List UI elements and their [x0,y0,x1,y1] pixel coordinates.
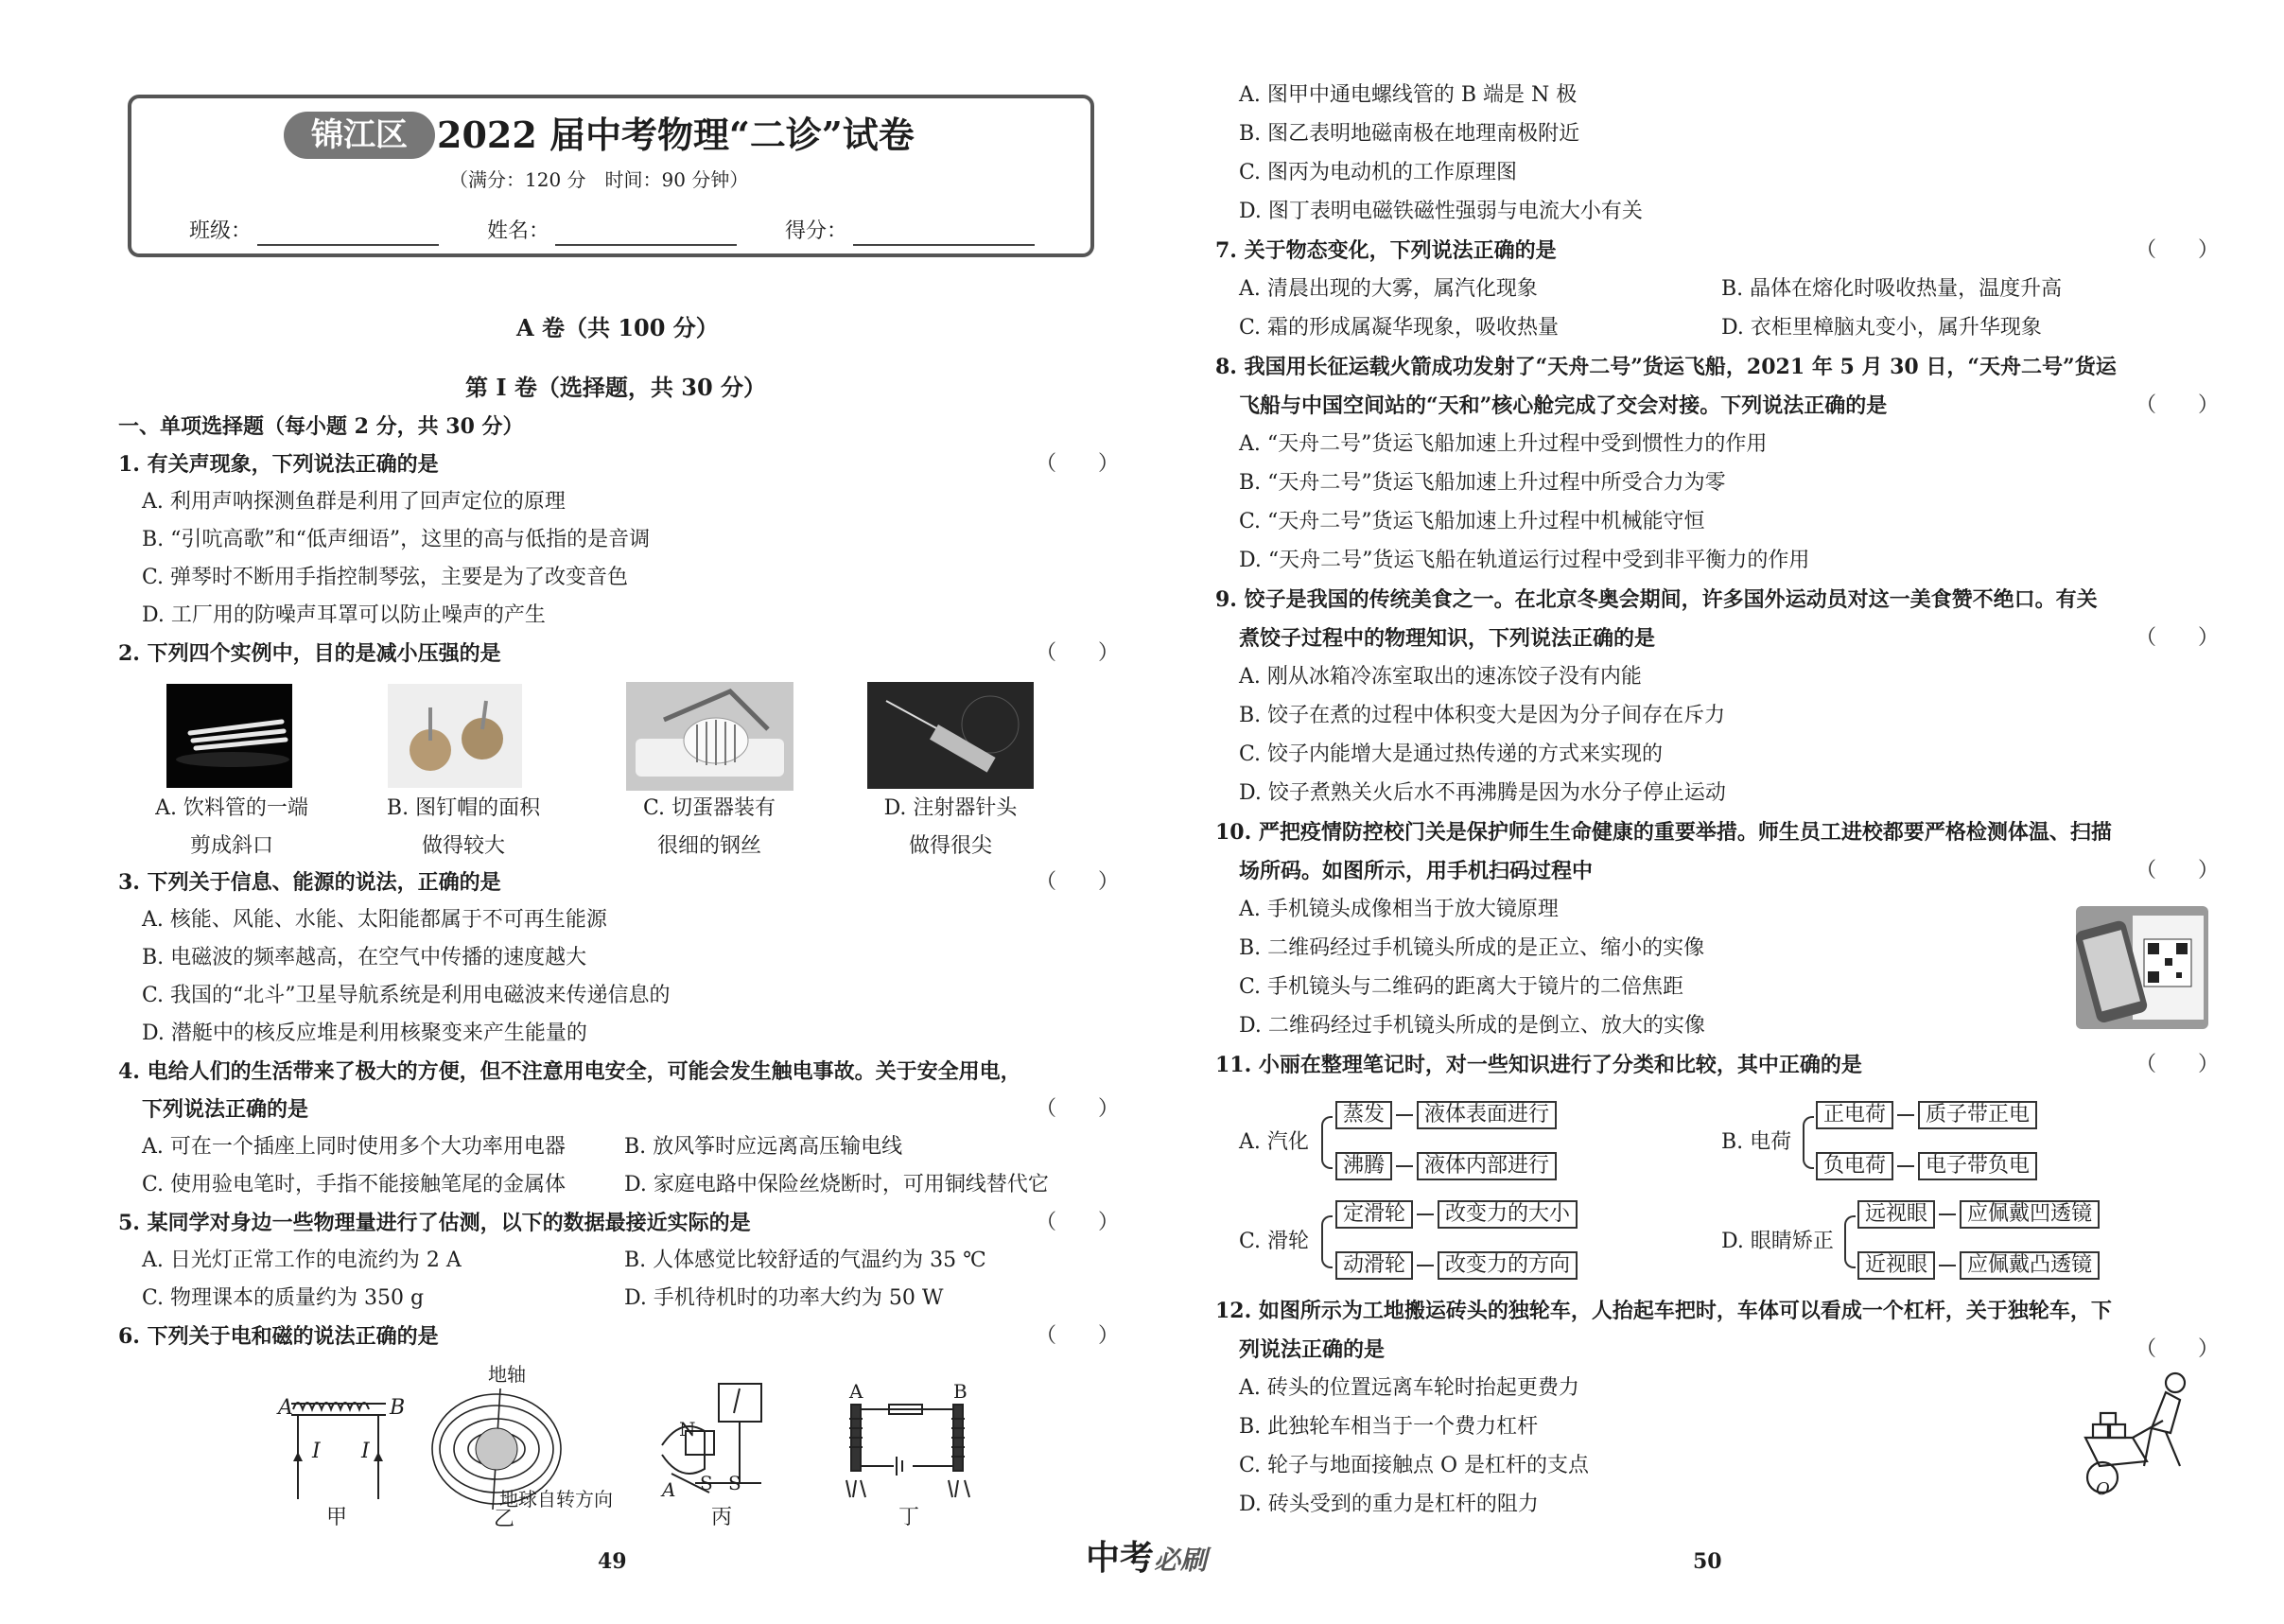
brand-sub: 必刷 [1154,1545,1208,1576]
electromagnet-a-label: A [849,1380,863,1403]
earth-rotation-label: 地球自转方向 [499,1488,613,1510]
class-label: 班级： [189,219,253,243]
q8-option-d: D. “天舟二号”货运飞船在轨道运行过程中受到非平衡力的作用 [1239,549,1810,572]
q6-option-d: D. 图丁表明电磁铁磁性强弱与电流大小有关 [1239,200,1643,223]
electromagnet-figure [842,1390,974,1502]
q10-stem-line2: 场所码。如图所示，用手机扫码过程中 [1239,859,1594,883]
q1-option-a: A. 利用声呐探测鱼群是利用了回声定位的原理 [142,490,566,514]
magnet-s-label-2: S [728,1472,741,1494]
magnet-n-label: N [679,1418,696,1441]
concept-tag: 电子带负电 [1918,1152,2037,1180]
q2-option-d-line2: 做得很尖 [908,834,992,858]
q4-stem-line2: 下列说法正确的是 [142,1097,309,1122]
q1-option-b: B. “引吭高歌”和“低声细语”，这里的高与低指的是音调 [142,528,651,551]
q6-option-a: A. 图甲中通电螺线管的 B 端是 N 极 [1239,83,1578,107]
q9-option-d: D. 饺子煮熟关火后水不再沸腾是因为水分子停止运动 [1239,781,1726,805]
fulcrum-o-label: O [2096,1479,2110,1499]
q2-option-a-line1: A. 饮料管的一端 [155,796,308,820]
q11-answer-blank[interactable]: （ ） [2136,1053,2220,1076]
q6-answer-blank[interactable]: （ ） [1036,1324,1120,1348]
q9-stem-line1: 9. 饺子是我国的传统美食之一。在北京冬奥会期间，许多国外运动员对这一美食赞不绝口。有关 [1215,587,2098,612]
q6-stem: 6. 下列关于电和磁的说法正确的是 [118,1324,439,1349]
q4-option-d: D. 家庭电路中保险丝烧断时，可用铜线替代它 [624,1173,1049,1196]
q3-option-d: D. 潜艇中的核反应堆是利用核聚变来产生能量的 [142,1022,587,1045]
concept-tag: 蒸发 [1335,1101,1392,1129]
q2-option-b-line1: B. 图钉帽的面积 [386,796,541,820]
q11-option-c-row2 [1335,1251,1578,1280]
q4-option-c: C. 使用验电笔时，手指不能接触笔尾的金属体 [142,1173,567,1196]
q1-answer-blank[interactable]: （ ） [1036,452,1120,476]
concept-tag: 定滑轮 [1335,1200,1413,1229]
brand-logo [1086,1538,1207,1581]
q10-option-c: C. 手机镜头与二维码的距离大于镜片的二倍焦距 [1239,975,1684,999]
q7-option-b: B. 晶体在熔化时吸收热量，温度升高 [1721,277,2063,301]
q11-option-d-row1 [1857,1200,2100,1229]
q3-option-c: C. 我国的“北斗”卫星导航系统是利用电磁波来传递信息的 [142,984,671,1007]
q4-answer-blank[interactable]: （ ） [1036,1097,1120,1121]
q4-stem-line1: 4. 电给人们的生活带来了极大的方便，但不注意用电安全，可能会发生触电事故。关于安全用电， [118,1059,1021,1084]
concept-tag: 应佩戴凹透镜 [1960,1200,2100,1229]
score-field[interactable] [853,244,1035,246]
qr-scan-photo [2076,906,2208,1029]
q11-option-d-label: D. 眼睛矫正 [1721,1230,1834,1253]
q12-stem-line2: 列说法正确的是 [1239,1337,1386,1362]
q9-option-b: B. 饺子在煮的过程中体积变大是因为分子间存在斥力 [1239,704,1726,727]
q5-answer-blank[interactable]: （ ） [1036,1211,1120,1234]
q12-option-b: B. 此独轮车相当于一个费力杠杆 [1239,1415,1539,1439]
q10-option-a: A. 手机镜头成像相当于放大镜原理 [1239,898,1559,921]
concept-tag: 改变力的大小 [1438,1200,1578,1229]
q11-option-d-row2 [1857,1251,2100,1280]
name-field[interactable] [555,244,737,246]
q3-answer-blank[interactable]: （ ） [1036,870,1120,894]
q2-option-c-line1: C. 切蛋器装有 [642,796,776,820]
q3-option-a: A. 核能、风能、水能、太阳能都属于不可再生能源 [142,908,607,932]
concept-tag: 动滑轮 [1335,1251,1413,1280]
q8-option-a: A. “天舟二号”货运飞船加速上升过程中受到惯性力的作用 [1239,432,1768,456]
q8-stem-line1: 8. 我国用长征运载火箭成功发射了“天舟二号”货运飞船，2021 年 5 月 30 日，“天舟二号”货运 [1215,355,2117,379]
solenoid-end-a: A [278,1396,293,1420]
q8-option-c: C. “天舟二号”货运飞船加速上升过程中机械能守恒 [1239,510,1705,533]
straw-photo [166,684,292,788]
q10-option-d: D. 二维码经过手机镜头所成的是倒立、放大的实像 [1239,1014,1705,1038]
q12-option-d: D. 砖头受到的重力是杠杆的阻力 [1239,1493,1539,1516]
concept-tag: 正电荷 [1816,1101,1893,1129]
q8-option-b: B. “天舟二号”货运飞船加速上升过程中所受合力为零 [1239,471,1726,495]
q12-option-c: C. 轮子与地面接触点 O 是杠杆的支点 [1239,1454,1590,1477]
q12-option-a: A. 砖头的位置远离车轮时抬起更费力 [1239,1376,1579,1400]
q9-stem-line2: 煮饺子过程中的物理知识，下列说法正确的是 [1239,626,1656,651]
q11-option-b-row1 [1816,1101,2037,1129]
q9-option-a: A. 刚从冰箱冷冻室取出的速冻饺子没有内能 [1239,665,1642,689]
current-label-right: I [361,1440,370,1463]
concept-tag: 远视眼 [1857,1200,1935,1229]
q11-option-b-row2 [1816,1152,2037,1180]
q11-option-c-label: C. 滑轮 [1239,1230,1310,1253]
q5-option-c: C. 物理课本的质量约为 350 g [142,1286,425,1310]
district-badge: 锦江区 [284,112,435,159]
q11-option-c-row1 [1335,1200,1578,1229]
q10-answer-blank[interactable]: （ ） [2136,859,2220,882]
earth-axis-label: 地轴 [488,1363,526,1386]
page-number-right: 50 [1693,1549,1722,1574]
q11-option-b-brace [1803,1116,1814,1169]
fig-label-yi: 乙 [494,1508,515,1531]
q11-option-a-label: A. 汽化 [1239,1130,1309,1154]
q11-option-d-brace [1844,1215,1856,1268]
q3-option-b: B. 电磁波的频率越高，在空气中传播的速度越大 [142,946,587,969]
syringe-photo [867,682,1034,789]
q2-option-b-line2: 做得较大 [421,834,505,858]
current-label-left: I [312,1440,321,1463]
concept-tag: 质子带正电 [1918,1101,2037,1129]
q2-answer-blank[interactable]: （ ） [1036,641,1120,665]
magnet-s-label-1: S [700,1472,713,1494]
q2-option-d-line1: D. 注射器针头 [883,796,1018,820]
q4-option-b: B. 放风筝时应远离高压输电线 [624,1135,903,1159]
volume-a-heading: A 卷（共 100 分） [516,314,719,341]
brand-main: 中考 [1086,1539,1155,1578]
q11-option-a-row1 [1335,1101,1557,1129]
concept-tag: 应佩戴凸透镜 [1960,1251,2100,1280]
q2-option-c-line2: 很细的钢丝 [656,834,761,858]
score-label: 得分： [785,219,848,243]
q8-stem-line2: 飞船与中国空间站的“天和”核心舱完成了交会对接。下列说法正确的是 [1239,393,1888,418]
section-1-heading: 一、单项选择题（每小题 2 分，共 30 分） [118,414,524,439]
page-title: 2022 届中考物理“二诊”试卷 [437,114,915,156]
q1-option-c: C. 弹琴时不断用手指控制琴弦，主要是为了改变音色 [142,566,629,589]
q4-option-a: A. 可在一个插座上同时使用多个大功率用电器 [142,1135,566,1159]
concept-tag: 近视眼 [1857,1251,1935,1280]
name-label: 姓名： [487,219,550,243]
q9-option-c: C. 饺子内能增大是通过热传递的方式来实现的 [1239,742,1664,766]
fig-label-bing: 丙 [711,1506,733,1529]
q8-answer-blank[interactable]: （ ） [2136,393,2220,417]
concept-tag: 负电荷 [1816,1152,1893,1180]
q11-option-a-brace [1321,1116,1333,1169]
q7-option-d: D. 衣柜里樟脑丸变小，属升华现象 [1721,316,2042,340]
q5-stem: 5. 某同学对身边一些物理量进行了估测，以下的数据最接近实际的是 [118,1211,751,1235]
generator-label-a: A [662,1478,676,1501]
part-1-heading: 第 Ⅰ 卷（选择题，共 30 分） [465,374,767,401]
q12-answer-blank[interactable]: （ ） [2136,1337,2220,1361]
q1-option-d: D. 工厂用的防噪声耳罩可以防止噪声的产生 [142,603,546,627]
electromagnet-b-label: B [953,1380,968,1403]
exam-info: （满分：120 分 时间：90 分钟） [449,168,749,191]
q10-stem-line1: 10. 严把疫情防控校门关是保护师生生命健康的重要举措。师生员工进校都要严格检测体温、扫描 [1215,820,2112,845]
solenoid-end-b: B [390,1396,406,1420]
concept-tag: 改变力的方向 [1438,1251,1578,1280]
q2-stem: 2. 下列四个实例中，目的是减小压强的是 [118,641,501,666]
concept-tag: 液体表面进行 [1417,1101,1557,1129]
q11-option-a-row2 [1335,1152,1557,1180]
concept-tag: 沸腾 [1335,1152,1392,1180]
concept-tag: 液体内部进行 [1417,1152,1557,1180]
q7-answer-blank[interactable]: （ ） [2136,238,2220,262]
q2-option-a-line2: 剪成斜口 [189,834,273,858]
page-number-left: 49 [598,1549,627,1574]
q7-option-c: C. 霜的形成属凝华现象，吸收热量 [1239,316,1560,340]
q9-answer-blank[interactable]: （ ） [2136,626,2220,650]
q11-option-c-brace [1321,1215,1333,1268]
fig-label-jia: 甲 [326,1506,348,1529]
q6-option-c: C. 图丙为电动机的工作原理图 [1239,161,1518,184]
q7-option-a: A. 清晨出现的大雾，属汽化现象 [1239,277,1538,301]
q1-stem: 1. 有关声现象，下列说法正确的是 [118,452,439,477]
q10-option-b: B. 二维码经过手机镜头所成的是正立、缩小的实像 [1239,936,1705,960]
q5-option-d: D. 手机待机时的功率大约为 50 W [624,1286,944,1310]
class-field[interactable] [257,244,439,246]
q11-stem: 11. 小丽在整理笔记时，对一些知识进行了分类和比较，其中正确的是 [1215,1053,1862,1077]
q6-option-b: B. 图乙表明地磁南极在地理南极附近 [1239,122,1580,146]
q5-option-a: A. 日光灯正常工作的电流约为 2 A [142,1249,462,1272]
q7-stem: 7. 关于物态变化，下列说法正确的是 [1215,238,1557,263]
egg-slicer-photo [626,682,793,791]
q12-stem-line1: 12. 如图所示为工地搬运砖头的独轮车，人抬起车把时，车体可以看成一个杠杆，关于独轮车，下 [1215,1299,2112,1323]
fig-label-ding: 丁 [898,1506,920,1529]
q3-stem: 3. 下列关于信息、能源的说法，正确的是 [118,870,501,895]
q11-option-b-label: B. 电荷 [1721,1130,1792,1154]
q5-option-b: B. 人体感觉比较舒适的气温约为 35 ℃ [624,1249,986,1272]
thumbtack-photo [388,684,522,788]
